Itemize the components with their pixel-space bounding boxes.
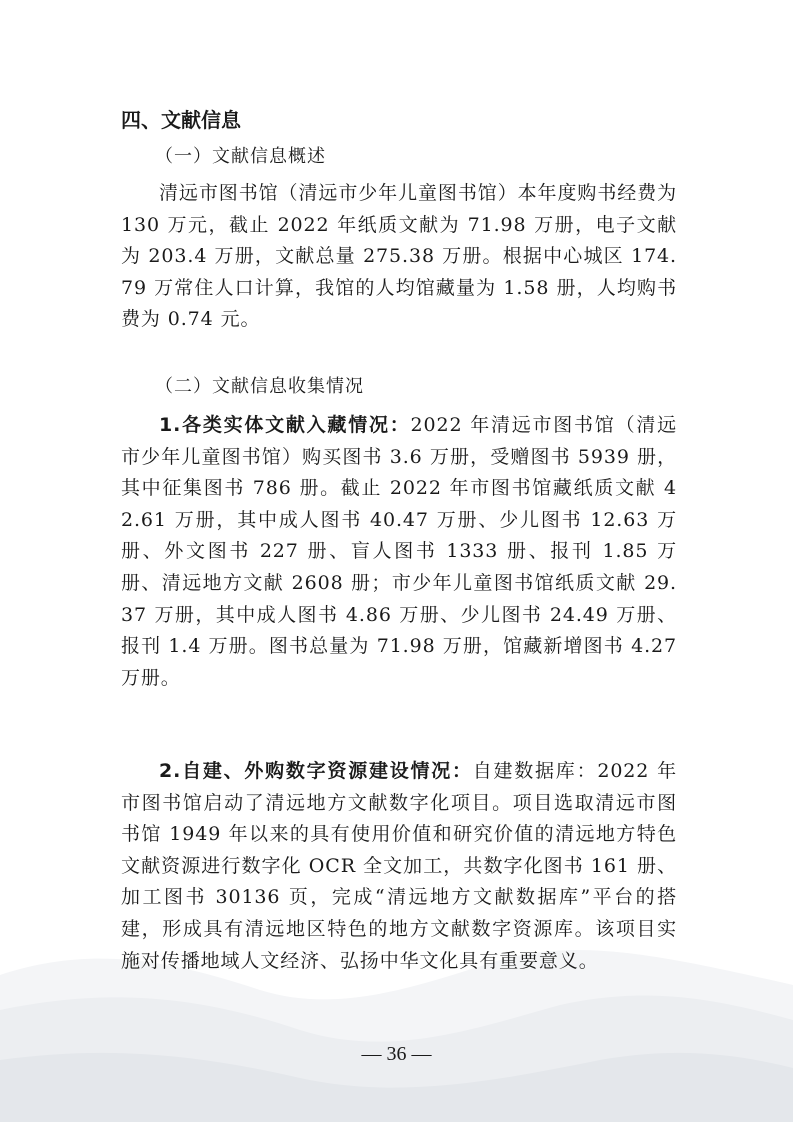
paragraph-overview: 清远市图书馆（清远市少年儿童图书馆）本年度购书经费为 130 万元，截止 2022 年纸质文献为 71.98 万册，电子文献为 203.4 万册，文献总量 275.38 万册。根据中心城区 174.79 万常住人口计算，我馆的人均馆藏量为 1.58 册，人均购书费为 0.74 元。 xyxy=(121,182,677,331)
paragraph-lead-digital: 2.自建、外购数字资源建设情况： xyxy=(159,760,473,782)
section-title: 四、文献信息 xyxy=(121,108,241,132)
paragraph-lead-physical: 1.各类实体文献入藏情况： xyxy=(159,414,411,436)
paragraph-digital-resources xyxy=(121,756,677,977)
paragraph-text-physical: 2022 年清远市图书馆（清远市少年儿童图书馆）购买图书 3.6 万册，受赠图书 5939 册，其中征集图书 786 册。截止 2022 年市图书馆藏纸质文献 42.61 万册，其中成人图书 40.47 万册、少儿图书 12.63 万册、外文图书 227 册、盲人图书 1333 册、报刊 1.85 万册、清远地方文献 2608 册；市少年儿童图书馆纸质文献 29.37 万册，其中成人图书 4.86 万册、少儿图书 24.49 万册、报刊 1.4 万册。图书总量为 71.98 万册，馆藏新增图书 4.27 万册。 xyxy=(121,414,677,689)
subsection-title-collection: （二）文献信息收集情况 xyxy=(155,376,364,397)
paragraph-text-digital: 自建数据库：2022 年市图书馆启动了清远地方文献数字化项目。项目选取清远市图书馆 1949 年以来的具有使用价值和研究价值的清远地方特色文献资源进行数字化 OCR 全文加工，共数字化图书 161 册、加工图书 30136 页，完成“清远地方文献数据库”平台的搭建，形成具有清远地区特色的地方文献数字资源库。该项目实施对传播地域人文经济、弘扬中华文化具有重要意义。 xyxy=(121,760,677,972)
paragraph-physical-collection xyxy=(121,410,677,694)
subsection-title-overview: （一）文献信息概述 xyxy=(155,146,326,167)
page-number: — 36 — xyxy=(361,1043,432,1065)
